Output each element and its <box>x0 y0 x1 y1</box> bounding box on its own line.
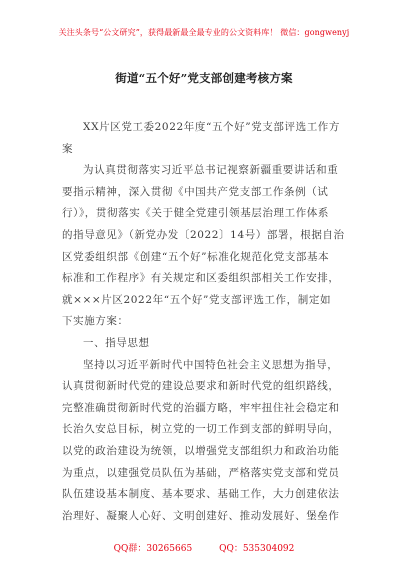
body-line: 长治久安总目标，树立党的一切工作到支部的鲜明导向， <box>62 423 340 436</box>
body-line: 就×××片区2022年“五个好”党支部评选工作，制定如 <box>62 293 332 306</box>
body-line: 区党委组织部《创建“五个好”标准化规范化党支部基本 <box>62 250 330 263</box>
body-line: 案 <box>62 142 74 155</box>
body-line: 要指示精神，深入贯彻《中国共产党支部工作条例（试 <box>62 185 329 198</box>
qq-number: QQ：535304092 <box>219 544 295 554</box>
body-line: 行）》，贯彻落实《关于健全党建引领基层治理工作体系 <box>62 207 329 220</box>
promo-banner: 关注头条号“公文研究”，获得最新最全最专业的公文资料库！ 微信：gongwenyj <box>58 28 350 37</box>
body-line: 治理好、凝聚人心好、文明创建好、推动发展好、堡垒作 <box>62 509 340 522</box>
footer-contact <box>0 541 408 554</box>
document-body <box>62 117 350 527</box>
qq-group: QQ群：30265665 <box>113 544 193 554</box>
body-line: 下实施方案： <box>62 315 129 328</box>
body-line: 一、指导思想 <box>83 336 150 349</box>
body-line: 为认真贯彻落实习近平总书记视察新疆重要讲话和重 <box>83 164 339 177</box>
body-line: XX片区党工委2022年度“五个好”党支部评选工作方 <box>83 121 341 133</box>
body-line: 以党的政治建设为统领，以增强党支部组织力和政治功能 <box>62 444 340 457</box>
body-line: 认真贯彻新时代党的建设总要求和新时代党的组织路线， <box>62 380 340 393</box>
body-line: 坚持以习近平新时代中国特色社会主义思想为指导， <box>83 358 339 371</box>
body-line: 完整准确贯彻新时代党的治疆方略，牢牢扭住社会稳定和 <box>62 401 340 414</box>
body-line: 标准和工作程序》有关规定和区委组织部相关工作安排， <box>62 272 340 285</box>
body-line: 为重点，以建强党员队伍为基础，严格落实党支部和党员 <box>62 466 340 479</box>
body-line: 的指导意见》（新党办发〔2022〕14号）部署，根据自治 <box>62 228 345 241</box>
document-title: 街道“五个好”党支部创建考核方案 <box>115 71 293 85</box>
body-line: 队伍建设基本制度、基本要求、基础工作，大力创建依法 <box>62 488 340 501</box>
